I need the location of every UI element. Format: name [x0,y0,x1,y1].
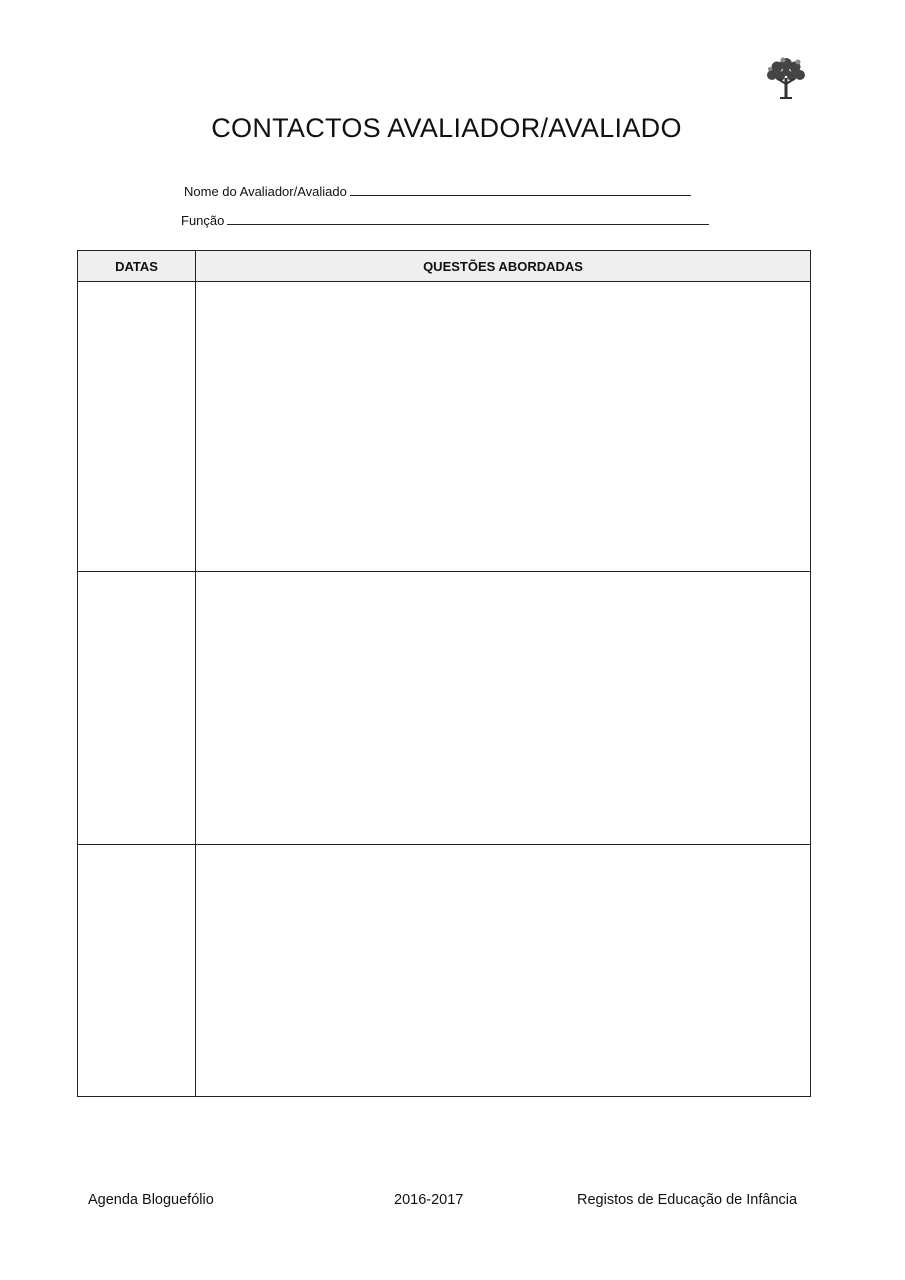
table-row [78,282,811,572]
footer-year: 2016-2017 [394,1192,464,1208]
column-header-dates: DATAS [78,251,196,282]
issues-cell[interactable] [196,572,811,845]
table-header-row [78,251,811,282]
function-field[interactable] [181,213,709,228]
evaluator-name-line[interactable] [350,185,691,196]
evaluator-name-label: Nome do Avaliador/Avaliado [184,184,347,199]
page-title: CONTACTOS AVALIADOR/AVALIADO [211,113,682,143]
date-cell[interactable] [78,845,196,1097]
table-row [78,845,811,1097]
function-line[interactable] [227,214,709,225]
logo-icon [764,54,808,100]
issues-cell[interactable] [196,282,811,572]
function-label: Função [181,213,225,228]
issues-cell[interactable] [196,845,811,1097]
contacts-table [77,250,811,1097]
evaluator-name-field[interactable] [184,184,691,199]
date-cell[interactable] [78,282,196,572]
footer-right-text: Registos de Educação de Infância [577,1192,798,1208]
footer-left-text: Agenda Bloguefólio [88,1192,214,1208]
table-row [78,572,811,845]
date-cell[interactable] [78,572,196,845]
column-header-issues: QUESTÕES ABORDADAS [196,251,811,282]
